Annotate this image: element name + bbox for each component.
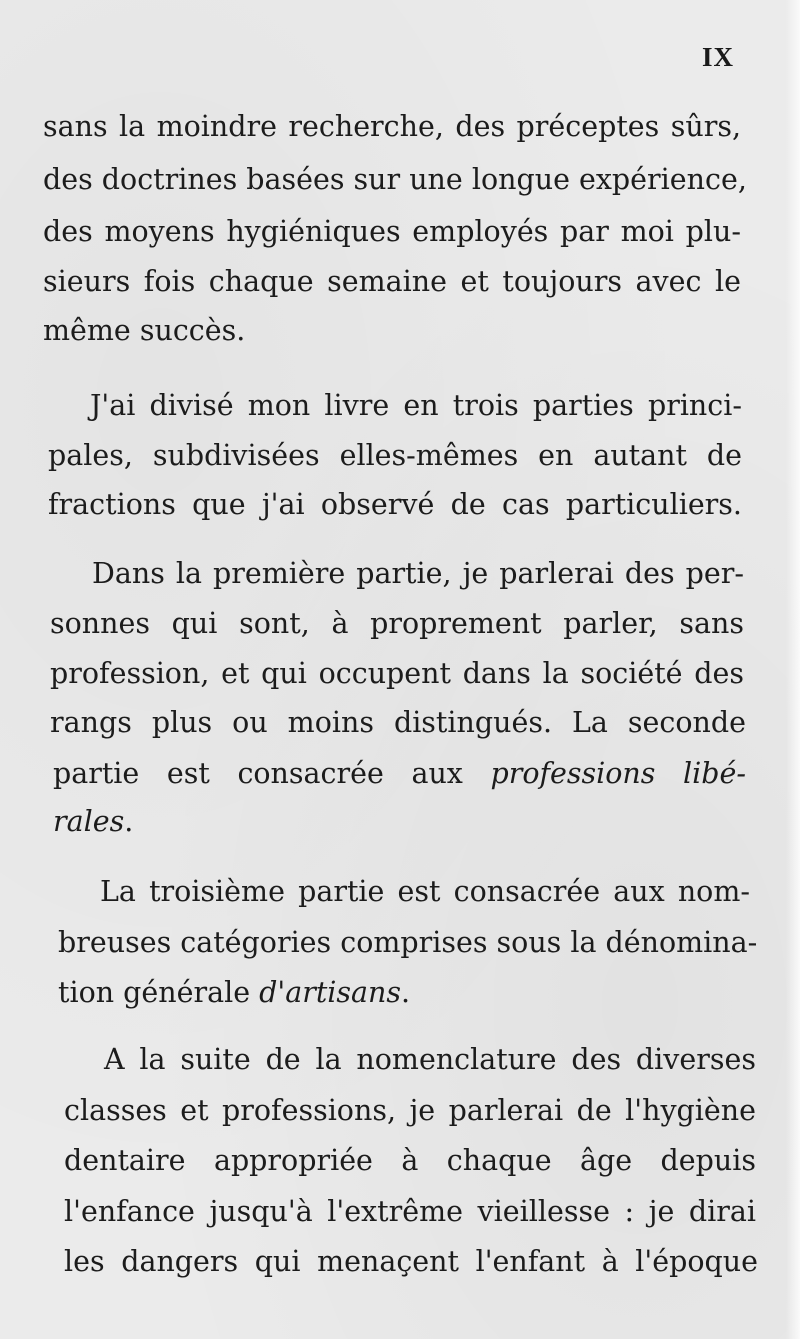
- text-line: classes et professions, je parlerai de l'hygiène: [64, 1094, 756, 1127]
- text-line: les dangers qui menaçent l'enfant à l'époque: [64, 1245, 758, 1278]
- text-line: même succès.: [43, 314, 246, 347]
- text-line: Dans la première partie, je parlerai des per-: [92, 557, 744, 590]
- text-segment: tion générale: [58, 976, 260, 1009]
- text-line: rangs plus ou moins distingués. La seconde: [50, 706, 746, 739]
- text-line: J'ai divisé mon livre en trois parties princi-: [90, 389, 742, 422]
- text-line: La troisième partie est consacrée aux nom-: [100, 875, 750, 908]
- text-line: pales, subdivisées elles-mêmes en autant de: [48, 439, 742, 472]
- text-line: des moyens hygiéniques employés par moi plu-: [43, 215, 741, 248]
- page-edge: [786, 0, 800, 1339]
- text-line: [58, 976, 410, 1010]
- text-line: sans la moindre recherche, des préceptes sûrs,: [43, 110, 741, 143]
- text-line: dentaire appropriée à chaque âge depuis: [64, 1144, 756, 1177]
- text-line: l'enfance jusqu'à l'extrême vieillesse : je dirai: [64, 1195, 756, 1228]
- text-line: sieurs fois chaque semaine et toujours avec le: [43, 265, 741, 298]
- italic-term: professions libé-: [490, 757, 746, 790]
- text-line: breuses catégories comprises sous la dénomina-: [58, 926, 758, 959]
- text-line: des doctrines basées sur une longue expérience,: [43, 163, 747, 196]
- text-line: profession, et qui occupent dans la société des: [50, 657, 744, 690]
- italic-term: d'artisans: [259, 976, 402, 1009]
- text-segment: partie est consacrée aux: [53, 757, 491, 790]
- text-line: A la suite de la nomenclature des diverses: [104, 1043, 756, 1076]
- italic-term: rales: [53, 805, 125, 838]
- page-number: IX: [701, 42, 734, 72]
- text-line: sonnes qui sont, à proprement parler, sans: [50, 607, 744, 640]
- text-segment: .: [124, 805, 134, 838]
- text-line: fractions que j'ai observé de cas particuliers.: [48, 488, 742, 521]
- text-segment: .: [401, 976, 411, 1009]
- text-line: [53, 757, 746, 791]
- text-line: [53, 805, 133, 839]
